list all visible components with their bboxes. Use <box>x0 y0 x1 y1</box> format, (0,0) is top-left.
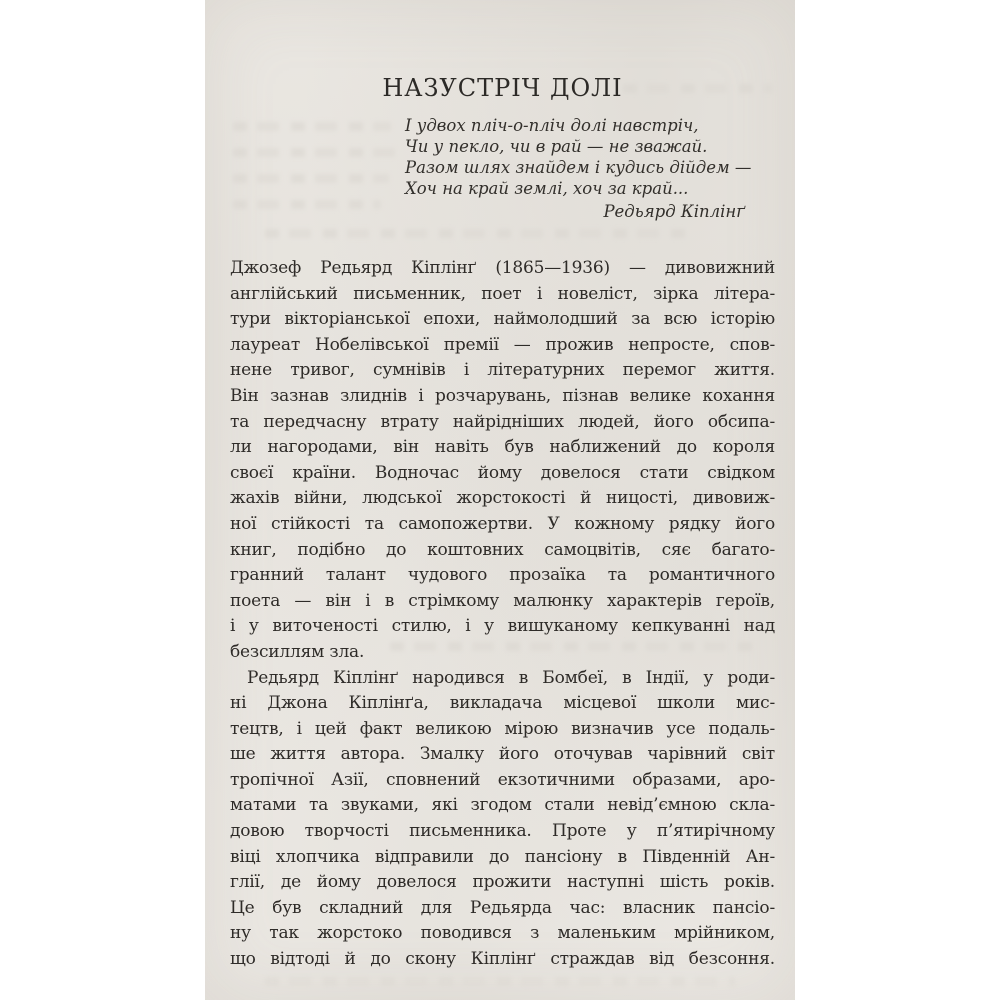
epigraph-attribution: Редьярд Кіплінґ <box>603 202 745 221</box>
text-line: глії, де йому довелося прожити наступні шість років. <box>230 872 775 893</box>
text-line: лауреат Нобелівської премії — прожив непросте, спов- <box>230 334 775 355</box>
text-line: безсиллям зла. <box>230 641 365 662</box>
text-line: тецтв, і цей факт великою мірою визначив усе подаль- <box>230 718 775 739</box>
text-line: жахів війни, людської жорстокості й ницості, дивовиж- <box>230 488 775 509</box>
bleed-through-artifact <box>233 122 391 131</box>
text-line: ну так жорстоко поводився з маленьким мрійником, <box>230 923 775 944</box>
body-text <box>230 256 775 973</box>
text-line: Джозеф Редьярд Кіплінґ (1865—1936) — дивовижний <box>230 258 775 278</box>
epigraph-line: І удвох пліч-о-пліч долі навстріч, <box>405 116 699 135</box>
text-line: англійський письменник, поет і новеліст, зірка літера- <box>230 283 775 304</box>
text-line: нене тривог, сумнівів і літературних перемог життя. <box>230 360 775 381</box>
bleed-through-artifact <box>265 977 735 986</box>
bleed-through-artifact <box>233 148 397 157</box>
text-line: ше життя автора. Змалку його оточував чарівний світ <box>230 744 775 765</box>
text-line: тропічної Азії, сповнений екзотичними образами, аро- <box>230 769 775 790</box>
bleed-through-artifact <box>233 174 389 183</box>
page-scan <box>205 0 795 1000</box>
text-line: книг, подібно до коштовних самоцвітів, сяє багато- <box>230 539 775 560</box>
epigraph-line: Чи у пекло, чи в рай — не зважай. <box>405 137 708 156</box>
text-line: що відтоді й до скону Кіплінґ страждав від безсоння. <box>230 949 775 970</box>
text-line: віці хлопчика відправили до пансіону в Південній Ан- <box>230 846 775 867</box>
epigraph-line: Хоч на край землі, хоч за край... <box>405 179 689 198</box>
bleed-through-artifact <box>233 200 381 209</box>
text-line: ли нагородами, він навіть був наближений до короля <box>230 437 775 458</box>
epigraph-line: Разом шлях знайдем і кудись дійдем — <box>405 158 752 177</box>
text-line: гранний талант чудового прозаїка та романтичного <box>230 565 775 586</box>
text-line: і у виточеності стилю, і у вишуканому кепкуванні над <box>230 616 775 637</box>
text-line: довою творчості письменника. Проте у п’ятирічному <box>230 821 775 842</box>
epigraph <box>405 115 752 222</box>
text-line: Це був складний для Редьярда час: власник пансіо- <box>230 897 775 918</box>
bleed-through-artifact <box>265 229 695 238</box>
text-line: Він зазнав злиднів і розчарувань, пізнав велике кохання <box>230 385 775 406</box>
text-line: Редьярд Кіплінґ народився в Бомбеї, в Індії, у роди- <box>247 667 775 688</box>
text-line: матами та звуками, які згодом стали невід’ємною скла- <box>230 795 775 816</box>
text-line: тури вікторіанської епохи, наймолодший за всю історію <box>230 309 775 330</box>
text-line: та передчасну втрату найрідніших людей, його обсипа- <box>230 411 775 432</box>
text-line: ної стійкості та самопожертви. У кожному рядку його <box>230 513 775 534</box>
text-line: своєї країни. Водночас йому довелося стати свідком <box>230 462 775 483</box>
text-line: ні Джона Кіплінґа, викладача місцевої школи мис- <box>230 693 775 714</box>
text-line: поета — він і в стрімкому малюнку характерів героїв, <box>230 590 775 611</box>
chapter-title: НАЗУСТРІЧ ДОЛІ <box>382 74 623 102</box>
